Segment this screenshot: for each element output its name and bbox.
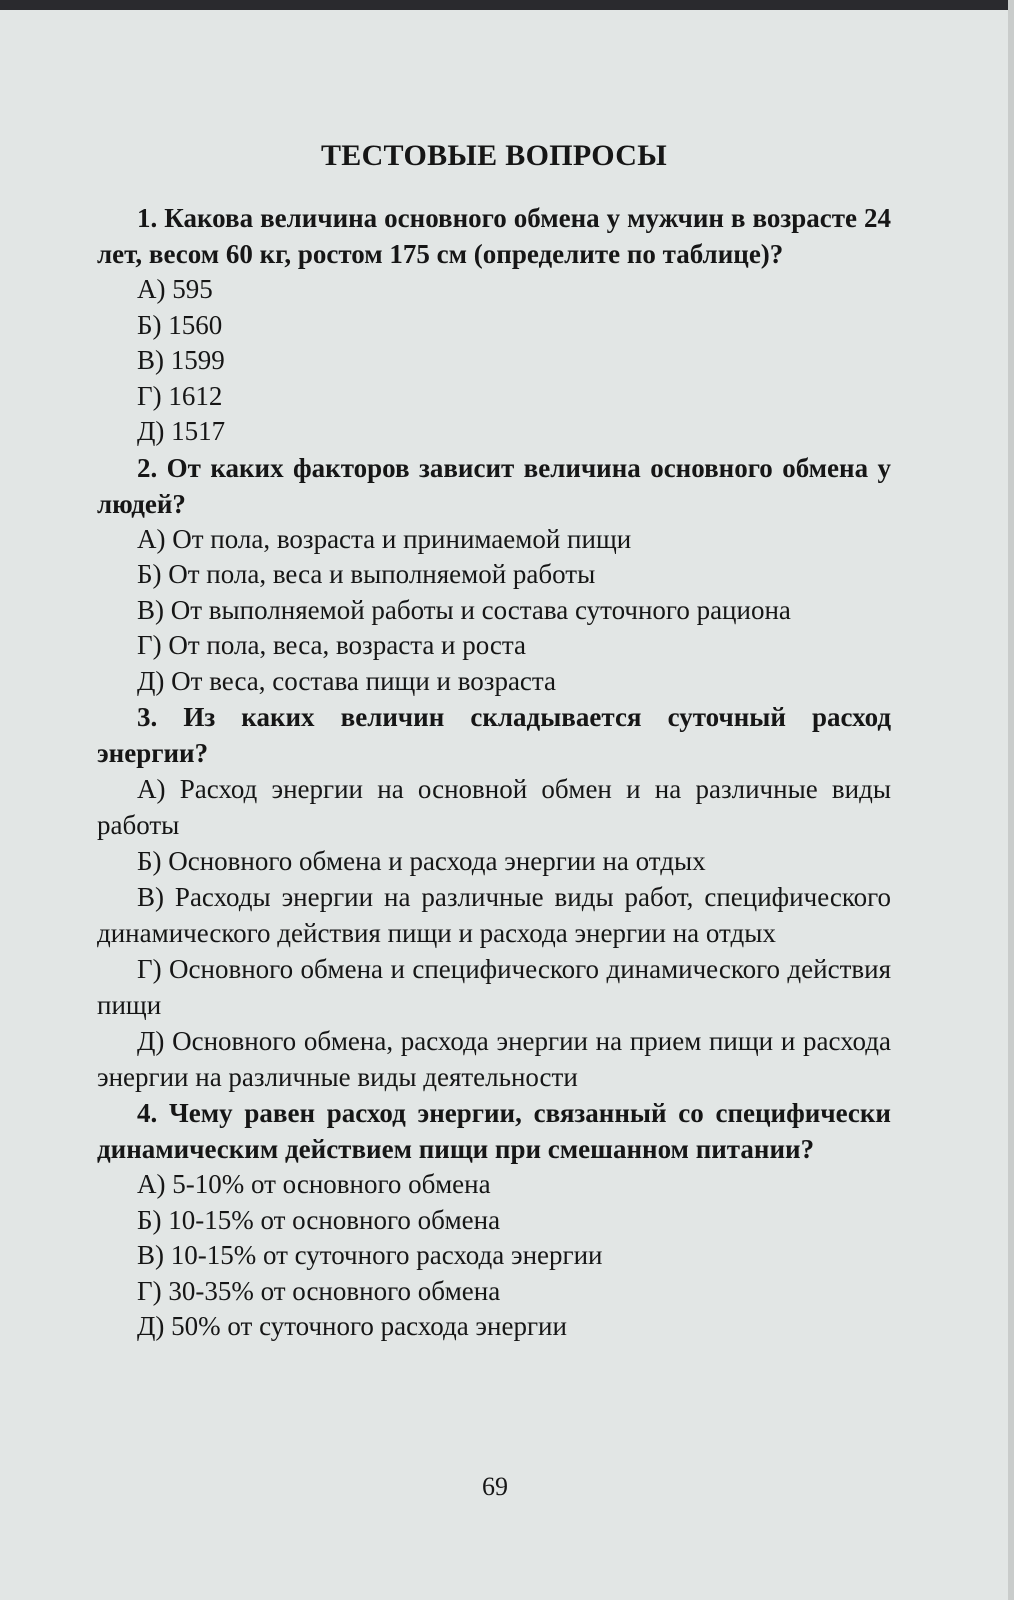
answer-option: Д) Основного обмена, расхода энергии на прием пищи и расхода энергии на различные виды деятельности (97, 1026, 891, 1092)
answer-option: Б) От пола, веса и выполняемой работы (137, 559, 596, 589)
page-edge (1008, 0, 1014, 1600)
answer-option: Д) 1517 (137, 416, 226, 446)
answer-option: Г) 30-35% от основного обмена (137, 1275, 501, 1306)
answer-option: Б) Основного обмена и расхода энергии на отдых (137, 846, 706, 876)
question-3: 3. Из каких величин складывается суточный расход энергии? (97, 702, 891, 768)
answer-option: Г) От пола, веса, возраста и роста (137, 630, 527, 660)
answer-option: Г) Основного обмена и специфического динамического действия пищи (97, 954, 891, 1020)
page-content (97, 138, 891, 1345)
answer-option: А) 5-10% от основного обмена (137, 1169, 491, 1199)
answer-option: В) 1599 (137, 345, 225, 375)
page-number: 69 (482, 1472, 508, 1501)
answer-option: А) Расход энергии на основной обмен и на различные виды работы (97, 774, 891, 840)
answer-option: Б) 10-15% от основного обмена (137, 1204, 501, 1235)
answer-option: Г) 1612 (137, 380, 223, 411)
book-page (0, 10, 1008, 1600)
answer-option: А) От пола, возраста и принимаемой пищи (137, 523, 632, 554)
question-block-4 (97, 1095, 891, 1345)
question-1: 1. Какова величина основного обмена у мужчин в возрасте 24 лет, весом 60 кг, ростом 175 см (определите по таблице)? (97, 203, 891, 269)
answer-option: В) Расходы энергии на различные виды работ, специфического динамического действия пищи и расхода энергии на отдых (97, 882, 891, 948)
answer-option: В) 10-15% от суточного расхода энергии (137, 1240, 603, 1270)
answer-option: В) От выполняемой работы и состава суточного рациона (137, 594, 791, 625)
question-2: 2. От каких факторов зависит величина основного обмена у людей? (97, 452, 891, 519)
question-block-1 (97, 200, 891, 450)
question-block-3 (97, 699, 891, 1095)
answer-option: А) 595 (137, 274, 213, 304)
answer-option: Б) 1560 (137, 309, 223, 340)
question-4: 4. Чему равен расход энергии, связанный со специфически динамическим действием пищи при смешанном питании? (97, 1098, 891, 1164)
answer-option: Д) От веса, состава пищи и возраста (137, 665, 557, 696)
answer-option: Д) 50% от суточного расхода энергии (137, 1311, 567, 1341)
question-block-2 (97, 450, 891, 700)
page-title: ТЕСТОВЫЕ ВОПРОСЫ (320, 139, 668, 172)
